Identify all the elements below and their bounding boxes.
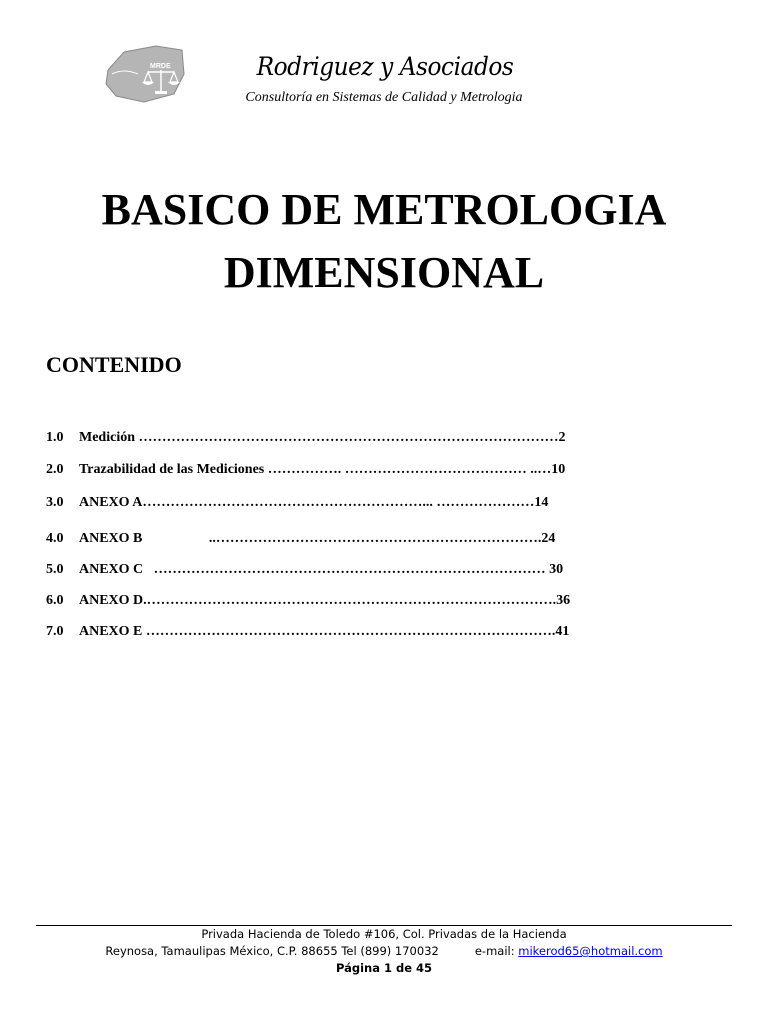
toc-item-text: ANEXO B ..…………………………………………………………….24 [79,531,556,546]
company-name: Rodriguez y Asociados [256,52,514,81]
footer-email-link[interactable]: mikerod65@hotmail.com [518,944,663,958]
company-tagline: Consultoría en Sistemas de Calidad y Metrologia [245,90,523,105]
contents-heading: CONTENIDO [46,352,182,377]
toc-item-text: ANEXO E …………………………………………………………………………….41 [79,624,570,639]
footer-email-label: e-mail: [474,944,515,958]
company-logo [104,44,186,104]
page-number: Página 1 de 45 [335,961,433,975]
toc-item-number: 6.0 [46,593,64,608]
document-title-line1: BASICO DE METROLOGIA [101,185,667,234]
footer-address-city: Reynosa, Tamaulipas México, C.P. 88655 Tel (899) 170032 [105,944,439,958]
toc-item-text: Medición ………………………………………………………………………………2 [79,430,566,445]
logo-text: MRDE [150,63,171,70]
footer-address-line1: Privada Hacienda de Toledo #106, Col. Privadas de la Hacienda [201,927,567,941]
toc-item-number: 5.0 [46,562,64,577]
document-title-line2: DIMENSIONAL [223,248,545,297]
toc-item-number: 7.0 [46,624,64,639]
footer-divider [36,925,732,926]
toc-item-text: ANEXO A……………………………………………………... …………………14 [79,495,549,510]
toc-item-number: 2.0 [46,462,64,477]
toc-item-text: ANEXO C ………………………………………………………………………… 30 [79,562,564,577]
toc-item-number: 3.0 [46,495,64,510]
toc-item-number: 4.0 [46,531,64,546]
toc-item-text: ANEXO D.…………………………………………………………………………….36 [79,593,571,608]
footer-address-line2 [0,944,768,958]
toc-item-number: 1.0 [46,430,64,445]
toc-item-text: Trazabilidad de las Mediciones ……………. ………………………………… ..…10 [79,462,566,477]
